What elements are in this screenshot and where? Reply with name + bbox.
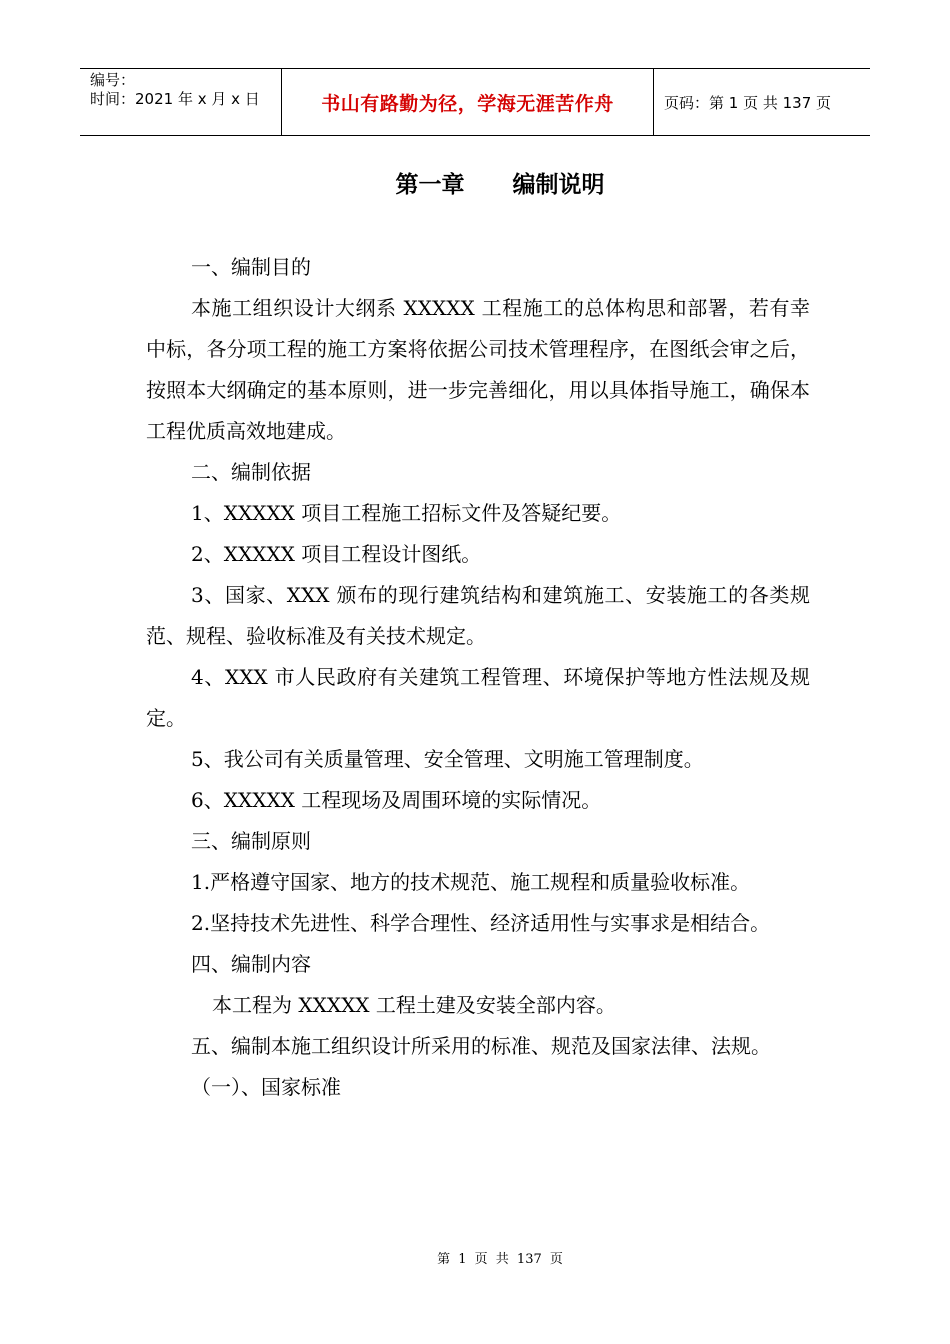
subsection-heading: （一）、国家标准 — [191, 1075, 341, 1099]
section-heading: 五、编制本施工组织设计所采用的标准、规范及国家法律、法规。 — [191, 1034, 771, 1058]
list-item: 5、我公司有关质量管理、安全管理、文明施工管理制度。 — [191, 747, 704, 771]
section-heading: 四、编制内容 — [191, 952, 311, 976]
header-motto: 书山有路勤为径，学海无涯苦作舟 — [321, 92, 614, 115]
body-paragraph: 本施工组织设计大纲系 XXXXX 工程施工的总体构思和部署，若有幸中标，各分项工程的施工方案将依据公司技术管理程序，在图纸会审之后，按照本大纲确定的基本原则，进一步完善细化，用以具体指导施工，确保本工程优质高效地建成。 — [146, 296, 810, 443]
body-paragraph: 本工程为 XXXXX 工程土建及安装全部内容。 — [212, 993, 616, 1017]
header-meta — [80, 69, 281, 135]
doc-code-label: 编号： — [90, 71, 136, 89]
section-heading: 三、编制原则 — [191, 829, 311, 853]
list-item: 2.坚持技术先进性、科学合理性、经济适用性与实事求是相结合。 — [191, 911, 771, 935]
section-heading: 二、编制依据 — [191, 460, 311, 484]
section-heading: 一、编制目的 — [191, 255, 311, 279]
list-item: 6、XXXXX 工程现场及周围环境的实际情况。 — [191, 788, 602, 812]
header-motto-cell — [281, 69, 654, 135]
header-page-info-cell — [654, 69, 870, 135]
page-footer: 第 1 页 共 137 页 — [437, 1252, 563, 1267]
list-item: 1.严格遵守国家、地方的技术规范、施工规程和质量验收标准。 — [191, 870, 751, 894]
page-header — [80, 68, 870, 136]
chapter-title: 第一章 编制说明 — [395, 172, 605, 198]
list-item: 4、XXX 市人民政府有关建筑工程管理、环境保护等地方性法规及规定。 — [146, 665, 810, 730]
list-item: 2、XXXXX 项目工程设计图纸。 — [191, 542, 482, 566]
header-page-info: 页码：第 1 页 共 137 页 — [664, 93, 832, 112]
list-item: 1、XXXXX 项目工程施工招标文件及答疑纪要。 — [191, 501, 622, 525]
list-item: 3、国家、XXX 颁布的现行建筑结构和建筑施工、安装施工的各类规范、规程、验收标准及有关技术规定。 — [146, 583, 810, 648]
doc-date-label: 时间：2021 年 x 月 x 日 — [90, 90, 260, 108]
document-body — [146, 247, 810, 1108]
